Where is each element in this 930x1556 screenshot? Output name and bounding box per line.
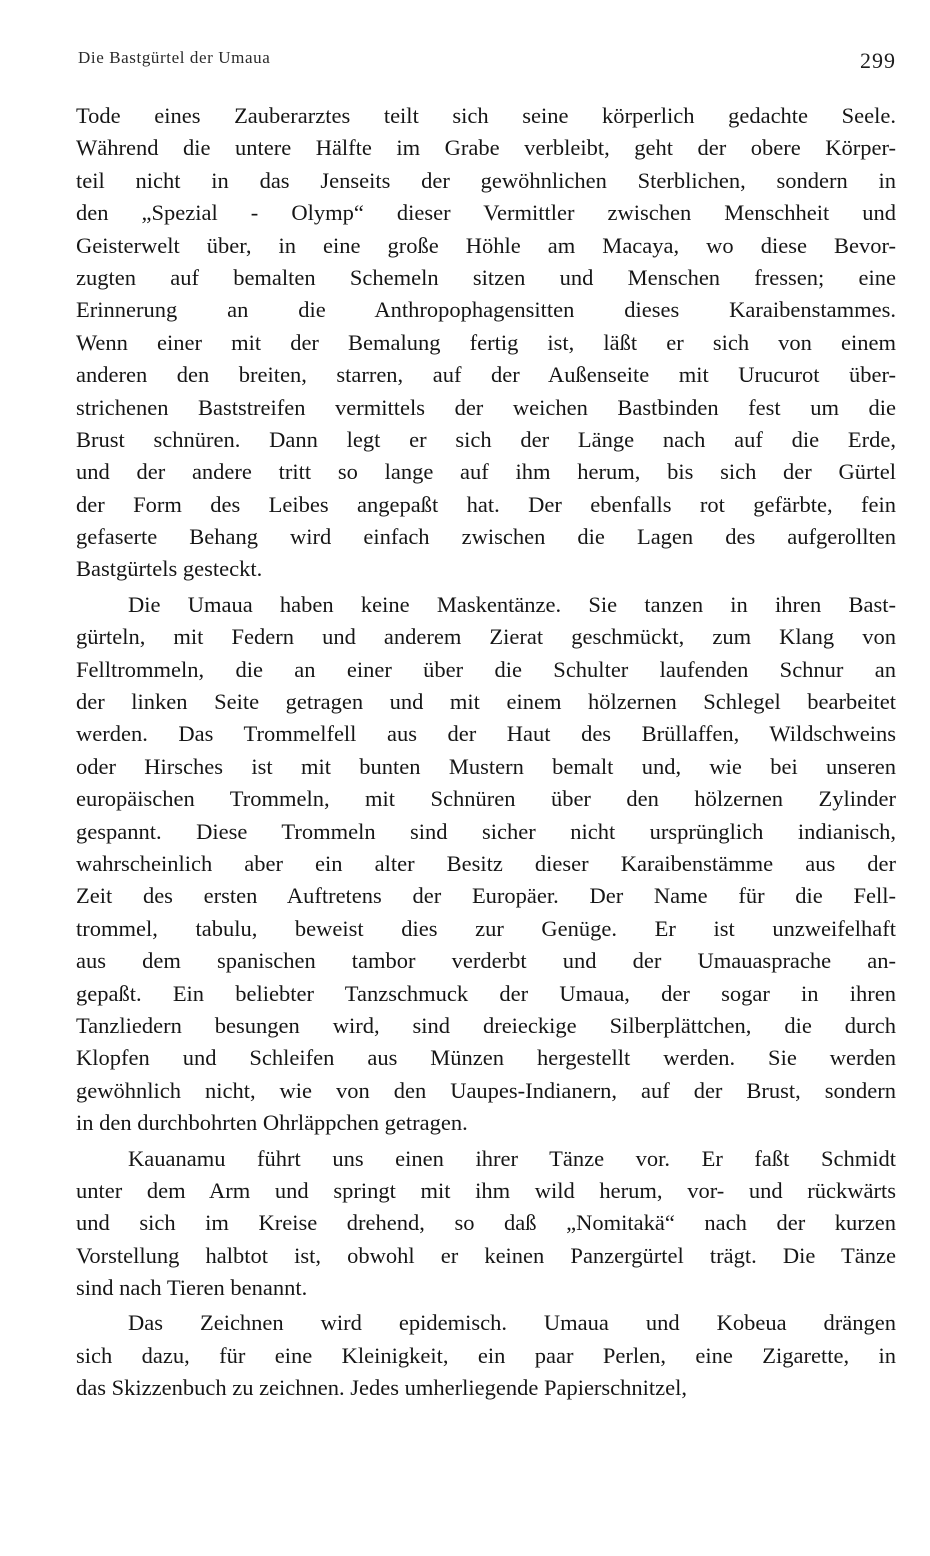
- text-line: gürteln, mit Federn und anderem Zierat geschmückt, zum Klang von: [76, 624, 896, 650]
- text-line: Die Umaua haben keine Maskentänze. Sie tanzen in ihren Bast-: [128, 591, 896, 617]
- text-line: unter dem Arm und springt mit ihm wild herum, vor- und rückwärts: [76, 1177, 896, 1203]
- page-number: 299: [860, 48, 896, 73]
- text-line: gepaßt. Ein beliebter Tanzschmuck der Umaua, der sogar in ihren: [76, 980, 896, 1006]
- text-line: zugten auf bemalten Schemeln sitzen und Menschen fressen; eine: [76, 264, 896, 290]
- text-line: Brust schnüren. Dann legt er sich der Länge nach auf die Erde,: [76, 426, 896, 452]
- body-text: [76, 100, 896, 1405]
- text-line: Felltrommeln, die an einer über die Schulter laufenden Schnur an: [76, 656, 896, 682]
- text-line: Erinnerung an die Anthropophagensitten dieses Karaibenstammes.: [76, 297, 896, 323]
- text-line: Kauanamu führt uns einen ihrer Tänze vor. Er faßt Schmidt: [128, 1145, 896, 1171]
- running-head: [78, 48, 896, 74]
- text-line: Tanzliedern besungen wird, sind dreieckige Silberplättchen, die durch: [76, 1012, 896, 1038]
- text-line: gewöhnlich nicht, wie von den Uaupes-Indianern, auf der Brust, sondern: [76, 1077, 896, 1103]
- text-line: anderen den breiten, starren, auf der Außenseite mit Urucurot über-: [76, 362, 896, 388]
- text-line: der linken Seite getragen und mit einem hölzernen Schlegel bearbeitet: [76, 689, 896, 715]
- text-line: Das Zeichnen wird epidemisch. Umaua und Kobeua drängen: [128, 1310, 896, 1336]
- text-line: strichenen Baststreifen vermittels der weichen Bastbinden fest um die: [76, 394, 896, 420]
- text-line: trommel, tabulu, beweist dies zur Genüge. Er ist unzweifelhaft: [76, 915, 896, 941]
- text-line: werden. Das Trommelfell aus der Haut des Brüllaffen, Wildschweins: [76, 721, 896, 747]
- text-line: europäischen Trommeln, mit Schnüren über den hölzernen Zylinder: [76, 786, 896, 812]
- text-line: den „Spezial - Olymp“ dieser Vermittler zwischen Menschheit und: [76, 200, 896, 226]
- text-line: Klopfen und Schleifen aus Münzen hergestellt werden. Sie werden: [76, 1045, 896, 1071]
- paragraph: [76, 100, 896, 586]
- text-line: teil nicht in das Jenseits der gewöhnlichen Sterblichen, sondern in: [76, 167, 896, 193]
- text-line: Vorstellung halbtot ist, obwohl er keinen Panzergürtel trägt. Die Tänze: [76, 1242, 896, 1268]
- text-line: sind nach Tieren benannt.: [76, 1275, 308, 1301]
- paragraph: [76, 1143, 896, 1305]
- paragraph: [76, 589, 896, 1140]
- paragraph: [76, 1307, 896, 1404]
- text-line: Wenn einer mit der Bemalung fertig ist, läßt er sich von einem: [76, 329, 896, 355]
- text-line: gespannt. Diese Trommeln sind sicher nicht ursprünglich indianisch,: [76, 818, 896, 844]
- text-line: und sich im Kreise drehend, so daß „Nomitakä“ nach der kurzen: [76, 1210, 896, 1236]
- text-line: gefaserte Behang wird einfach zwischen die Lagen des aufgerollten: [76, 524, 896, 550]
- text-line: in den durchbohrten Ohrläppchen getragen.: [76, 1110, 468, 1136]
- running-title: Die Bastgürtel der Umaua: [78, 48, 271, 67]
- text-line: wahrscheinlich aber ein alter Besitz dieser Karaibenstämme aus der: [76, 850, 896, 876]
- text-line: Während die untere Hälfte im Grabe verbleibt, geht der obere Körper-: [76, 135, 896, 161]
- text-line: Bastgürtels gesteckt.: [76, 556, 263, 582]
- text-line: aus dem spanischen tambor verderbt und der Umauasprache an-: [76, 948, 896, 974]
- text-line: Zeit des ersten Auftretens der Europäer. Der Name für die Fell-: [76, 883, 896, 909]
- text-line: der Form des Leibes angepaßt hat. Der ebenfalls rot gefärbte, fein: [76, 491, 896, 517]
- text-line: Tode eines Zauberarztes teilt sich seine körperlich gedachte Seele.: [76, 103, 896, 128]
- text-line: das Skizzenbuch zu zeichnen. Jedes umherliegende Papierschnitzel,: [76, 1375, 688, 1401]
- text-line: Geisterwelt über, in eine große Höhle am Macaya, wo diese Bevor-: [76, 232, 896, 258]
- text-line: sich dazu, für eine Kleinigkeit, ein paar Perlen, eine Zigarette, in: [76, 1342, 896, 1368]
- text-line: und der andere tritt so lange auf ihm herum, bis sich der Gürtel: [76, 459, 896, 485]
- text-line: oder Hirsches ist mit bunten Mustern bemalt und, wie bei unseren: [76, 753, 896, 779]
